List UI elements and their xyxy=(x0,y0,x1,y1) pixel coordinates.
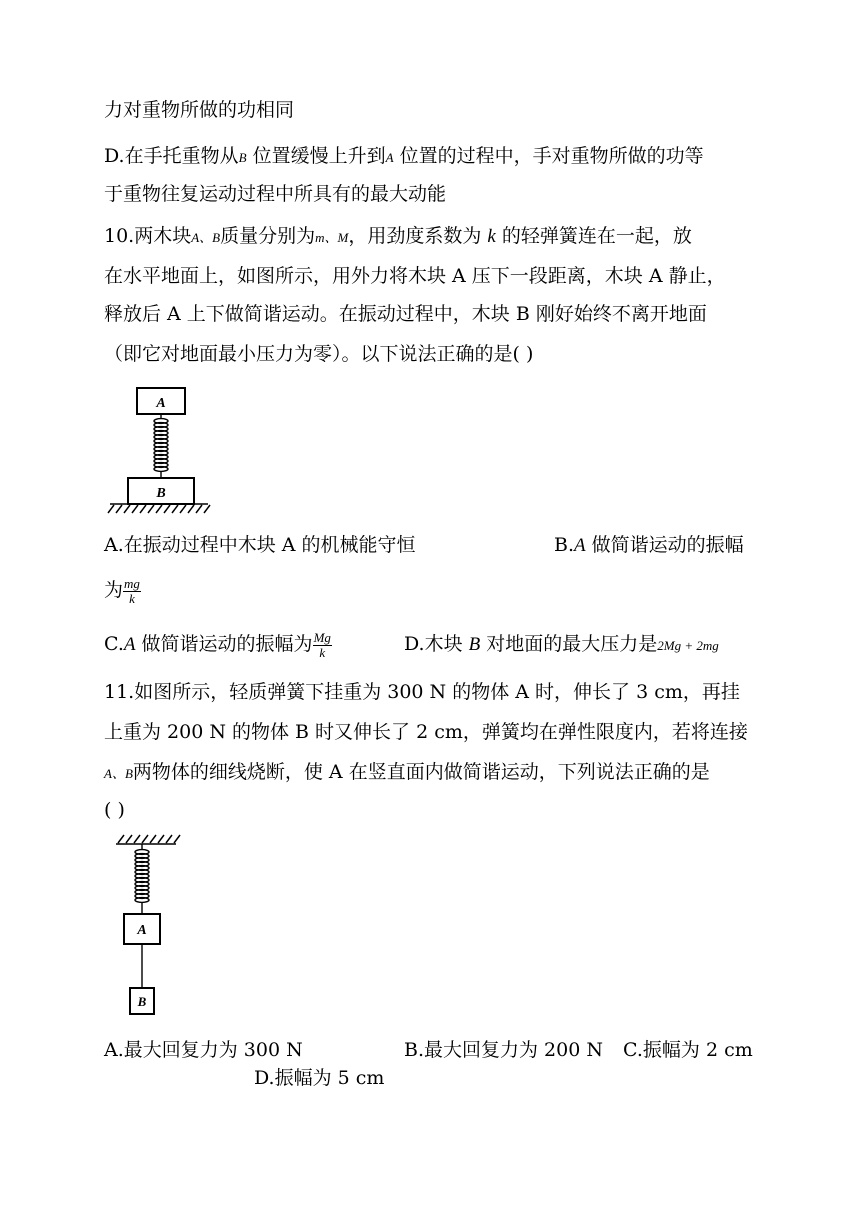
q10-text: ，用劲度系数为 xyxy=(348,225,488,247)
q10-ground xyxy=(108,504,210,513)
q10-text: （即它对地面最小压力为零）。以下说法正确的是( ) xyxy=(104,343,534,365)
q9-d-text: 位置缓慢上升到 xyxy=(246,145,386,167)
q10-option-b-line2 xyxy=(104,576,141,606)
q11-option-a xyxy=(104,1036,303,1064)
q11-spring-figure xyxy=(104,828,184,1024)
q9-option-d-line2 xyxy=(104,180,446,208)
q10-line-4 xyxy=(104,340,533,368)
q10-option-c-a: A xyxy=(123,634,136,655)
q10-option-b-numerator: mg xyxy=(124,575,140,591)
q10-option-b-text: 为 xyxy=(104,579,124,601)
q10-option-b-a: A xyxy=(574,535,586,556)
q11-text: 两物体的细线烧断，使 A 在竖直面内做简谐运动，下列说法正确的是 xyxy=(132,761,710,783)
q10-ab: A、B xyxy=(191,230,221,245)
q10-option-b-text: B. xyxy=(554,534,575,556)
q11-ceiling xyxy=(116,835,180,844)
q10-option-a xyxy=(104,531,416,559)
q11-option-d xyxy=(254,1064,384,1092)
q10-text: 10.两木块 xyxy=(104,225,192,247)
q10-option-b-text: 做简谐运动的振幅 xyxy=(585,534,744,556)
q10-option-c-text: 做简谐运动的振幅为 xyxy=(135,633,313,655)
q10-mM: m、M xyxy=(315,230,349,245)
q10-block-b-label: B xyxy=(156,486,166,501)
q10-k: k xyxy=(487,226,496,247)
q10-option-c-numerator: Mg xyxy=(313,629,331,645)
q10-text: 释放后 A 上下做简谐运动。在振动过程中，木块 B 刚好始终不离开地面 xyxy=(104,303,707,325)
q11-option-a-text: A.最大回复力为 300 N xyxy=(104,1039,303,1061)
q10-line-1 xyxy=(104,222,692,252)
q11-line-2 xyxy=(104,718,748,746)
q9-d-text: 于重物往复运动过程中所具有的最大动能 xyxy=(104,183,447,205)
q9-option-d xyxy=(104,142,704,172)
q10-line-3 xyxy=(104,300,707,328)
q9-d-a: A xyxy=(385,150,394,165)
q10-option-c-text: C. xyxy=(104,633,124,655)
q10-text: 质量分别为 xyxy=(220,225,316,247)
q10-option-c-fraction xyxy=(313,631,332,660)
q10-block-a-label: A xyxy=(156,396,166,411)
q10-option-b-fraction xyxy=(123,577,141,606)
q11-block-b-label: B xyxy=(137,994,147,1009)
q11-line-3 xyxy=(104,758,710,788)
q9-d-b: B xyxy=(238,150,247,165)
q10-text: 的轻弹簧连在一起，放 xyxy=(495,225,692,247)
q10-spring-figure xyxy=(104,382,220,518)
q10-option-b xyxy=(554,531,744,560)
q11-option-c-text: C.振幅为 2 cm xyxy=(623,1039,753,1061)
q10-option-d-expression: 2Mg + 2mg xyxy=(657,638,719,653)
q10-option-d-text: D.木块 xyxy=(404,633,469,655)
q11-spring xyxy=(135,844,149,914)
q10-option-d-text: 对地面的最大压力是 xyxy=(480,633,658,655)
q10-text: 在水平地面上，如图所示，用外力将木块 A 压下一段距离，木块 A 静止， xyxy=(104,265,726,287)
q11-ab: A、B xyxy=(104,766,133,781)
q10-line-2 xyxy=(104,262,726,290)
q10-option-b-denominator: k xyxy=(129,590,135,606)
q11-option-c xyxy=(623,1036,753,1064)
q9-d-text: D.在手托重物从 xyxy=(104,145,239,167)
q10-option-c-denominator: k xyxy=(319,644,326,660)
q10-option-a-text: A.在振动过程中木块 A 的机械能守恒 xyxy=(104,534,416,556)
q11-line-4 xyxy=(104,796,125,824)
q9-line-1 xyxy=(104,96,294,124)
q9-d-text: 位置的过程中，手对重物所做的功等 xyxy=(393,145,704,167)
q9-text: 力对重物所做的功相同 xyxy=(104,99,295,121)
q10-option-c xyxy=(104,630,332,660)
q10-spring xyxy=(154,414,168,478)
q11-line-1 xyxy=(104,678,740,706)
q11-text: 上重为 200 N 的物体 B 时又伸长了 2 cm，弹簧均在弹性限度内，若将连接 xyxy=(104,721,748,743)
q11-option-d-text: D.振幅为 5 cm xyxy=(254,1067,385,1089)
q11-option-b-text: B.最大回复力为 200 N xyxy=(404,1039,603,1061)
q11-option-b xyxy=(404,1036,603,1064)
q11-text: ( ) xyxy=(104,799,125,821)
q10-option-d-b: B xyxy=(468,634,481,655)
q10-option-d xyxy=(404,630,719,660)
q11-text: 11.如图所示，轻质弹簧下挂重为 300 N 的物体 A 时，伸长了 3 cm，再挂 xyxy=(104,681,740,703)
q11-block-a-label: A xyxy=(137,923,147,938)
